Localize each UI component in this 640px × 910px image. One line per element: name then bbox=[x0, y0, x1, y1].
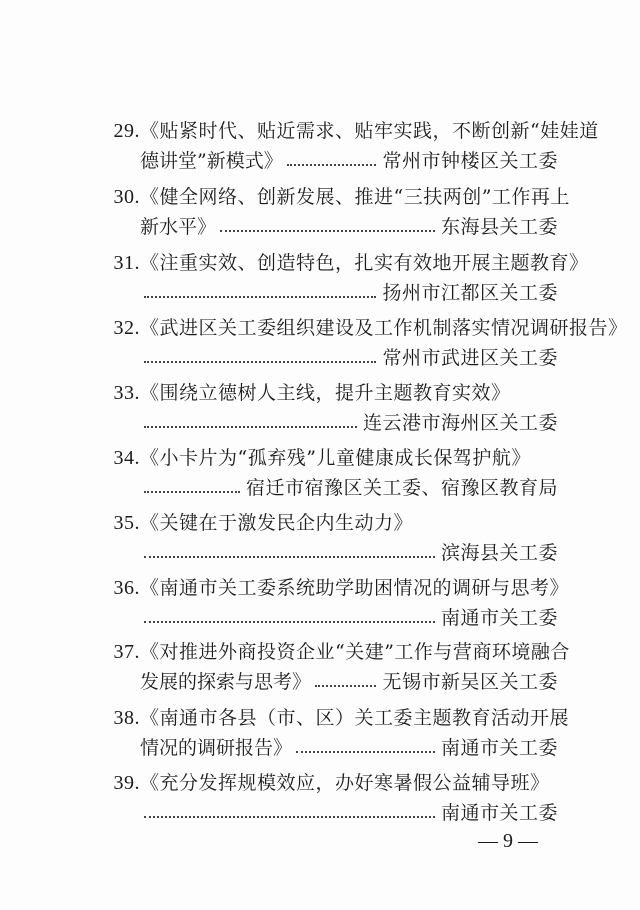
toc-entry-35-line1 bbox=[100, 508, 413, 538]
entry-organization: 无锡市新吴区关工委 bbox=[382, 671, 558, 693]
toc-entry-35-line2 bbox=[140, 538, 558, 568]
entry-number: 37. bbox=[113, 641, 140, 663]
entry-number: 31. bbox=[113, 252, 140, 274]
entry-title: 《武进区关工委组织建设及工作机制落实情况调研报告》 bbox=[140, 317, 628, 339]
entry-number: 33. bbox=[113, 382, 140, 404]
toc-entry-31-line1 bbox=[100, 248, 589, 278]
entry-title: 《充分发挥规模效应，办好寒暑假公益辅导班》 bbox=[140, 772, 550, 794]
entry-number: 36. bbox=[113, 577, 140, 599]
entry-organization: 常州市武进区关工委 bbox=[382, 347, 558, 369]
entry-organization: 宿迁市宿豫区关工委、宿豫区教育局 bbox=[245, 477, 558, 499]
leader-dots bbox=[144, 296, 376, 298]
leader-dots bbox=[144, 556, 435, 558]
page-number: — 9 — bbox=[478, 830, 538, 852]
entry-title: 《对推进外商投资企业“关建”工作与营商环境融合 bbox=[140, 641, 570, 663]
leader-dots bbox=[220, 230, 435, 232]
entry-title-continued: 德讲堂”新模式》 bbox=[140, 150, 283, 172]
entry-number: 38. bbox=[113, 707, 140, 729]
toc-entry-36-line1 bbox=[100, 573, 569, 603]
leader-dots bbox=[287, 164, 377, 166]
toc-entry-34-line1 bbox=[100, 443, 531, 473]
entry-title: 《南通市各县（市、区）关工委主题教育活动开展 bbox=[140, 707, 570, 729]
entry-number: 35. bbox=[113, 512, 140, 534]
toc-entry-38-line2 bbox=[140, 733, 558, 763]
toc-entry-32-line2 bbox=[140, 343, 558, 373]
entry-organization: 连云港市海州区关工委 bbox=[362, 412, 558, 434]
leader-dots bbox=[296, 751, 435, 753]
leader-dots bbox=[144, 621, 435, 623]
entry-organization: 南通市关工委 bbox=[440, 607, 558, 629]
toc-entry-34-line2 bbox=[140, 473, 558, 503]
entry-number: 34. bbox=[113, 447, 140, 469]
toc-entry-37-line1 bbox=[100, 637, 570, 667]
entry-title: 《关键在于激发民企内生动力》 bbox=[140, 512, 414, 534]
toc-entry-39-line1 bbox=[100, 768, 550, 798]
toc-entry-39-line2 bbox=[140, 798, 558, 828]
leader-dots bbox=[144, 426, 357, 428]
toc-entry-33-line2 bbox=[140, 408, 558, 438]
entry-organization: 常州市钟楼区关工委 bbox=[382, 150, 558, 172]
toc-entry-36-line2 bbox=[140, 603, 558, 633]
entry-organization: 扬州市江都区关工委 bbox=[382, 282, 558, 304]
toc-entry-30-line1 bbox=[100, 182, 570, 212]
entry-number: 30. bbox=[113, 186, 140, 208]
leader-dots bbox=[144, 491, 240, 493]
entry-number: 29. bbox=[113, 120, 140, 142]
leader-dots bbox=[315, 685, 376, 687]
toc-entry-30-line2 bbox=[140, 212, 558, 242]
entry-title: 《小卡片为“孤弃残”儿童健康成长保驾护航》 bbox=[140, 447, 531, 469]
leader-dots bbox=[144, 816, 435, 818]
toc-entry-29-line2 bbox=[140, 146, 558, 176]
entry-organization: 南通市关工委 bbox=[440, 802, 558, 824]
leader-dots bbox=[144, 361, 376, 363]
entry-title: 《围绕立德树人主线，提升主题教育实效》 bbox=[140, 382, 511, 404]
entry-organization: 滨海县关工委 bbox=[440, 542, 558, 564]
toc-entry-29-line1 bbox=[100, 116, 599, 146]
entry-title-continued: 发展的探索与思考》 bbox=[140, 671, 312, 693]
entry-number: 32. bbox=[113, 317, 140, 339]
toc-entry-31-line2 bbox=[140, 278, 558, 308]
entry-number: 39. bbox=[113, 772, 140, 794]
entry-title-continued: 新水平》 bbox=[140, 216, 217, 238]
toc-entry-38-line1 bbox=[100, 703, 569, 733]
entry-title-continued: 情况的调研报告》 bbox=[140, 737, 293, 759]
toc-entry-33-line1 bbox=[100, 378, 511, 408]
entry-title: 《南通市关工委系统助学助困情况的调研与思考》 bbox=[140, 577, 570, 599]
entry-title: 《健全网络、创新发展、推进“三扶两创”工作再上 bbox=[140, 186, 570, 208]
entry-title: 《注重实效、创造特色，扎实有效地开展主题教育》 bbox=[140, 252, 589, 274]
entry-title: 《贴紧时代、贴近需求、贴牢实践，不断创新“娃娃道 bbox=[140, 120, 599, 142]
toc-entry-37-line2 bbox=[140, 667, 558, 697]
entry-organization: 东海县关工委 bbox=[440, 216, 558, 238]
entry-organization: 南通市关工委 bbox=[440, 737, 558, 759]
toc-entry-32-line1 bbox=[100, 313, 628, 343]
